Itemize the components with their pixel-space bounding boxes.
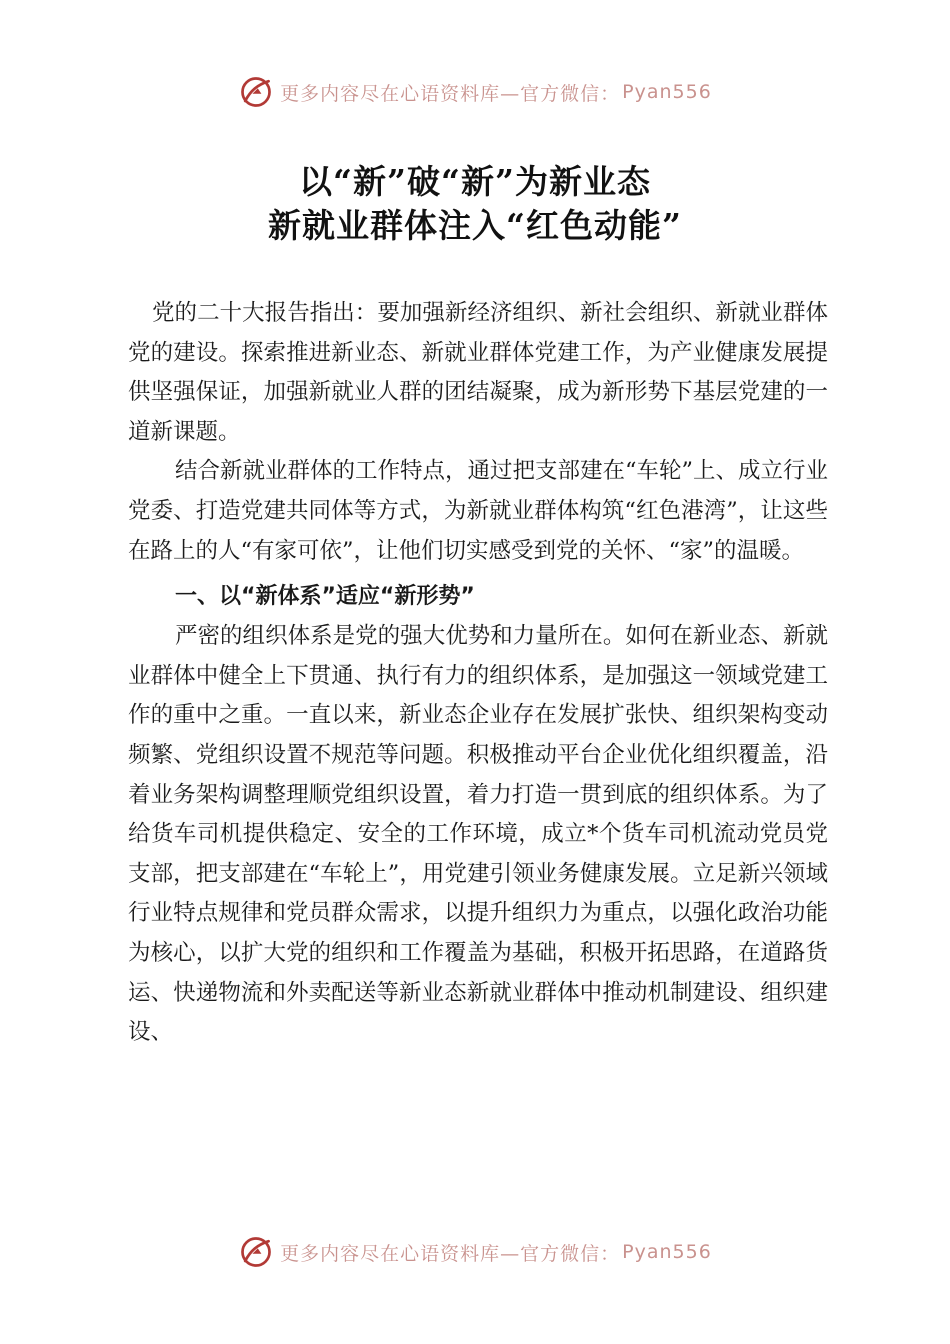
document-title-line2: 新就业群体注入“红色动能”: [268, 206, 682, 245]
header-watermark: [0, 70, 950, 114]
watermark-text: 更多内容尽在心语资料库—官方微信：: [280, 1242, 621, 1265]
footer-watermark: [0, 1230, 950, 1274]
library-logo-icon: [238, 1234, 274, 1270]
watermark-wechat-id: Pyan556: [622, 81, 712, 103]
document-body: [128, 294, 828, 1053]
library-logo-icon: [238, 74, 274, 110]
paragraph-section-1: 严密的组织体系是党的强大优势和力量所在。如何在新业态、新就业群体中健全上下贯通、执行有力的组织体系，是加强这一领域党建工作的重中之重。一直以来，新业态企业存在发展扩张快、组织架构变动频繁、党组织设置不规范等问题。积极推动平台企业优化组织覆盖，沿着业务架构调整理顺党组织设置，着力打造一贯到底的组织体系。为了给货车司机提供稳定、安全的工作环境，成立*个货车司机流动党员党支部，把支部建在“车轮上”，用党建引领业务健康发展。立足新兴领域行业特点规律和党员群众需求，以提升组织力为重点，以强化政治功能为核心，以扩大党的组织和工作覆盖为基础，积极开拓思路，在道路货运、快递物流和外卖配送等新业态新就业群体中推动机制建设、组织建设、: [128, 623, 828, 1046]
watermark-text: 更多内容尽在心语资料库—官方微信：: [280, 82, 621, 105]
paragraph-summary: 结合新就业群体的工作特点，通过把支部建在“车轮”上、成立行业党委、打造党建共同体等方式，为新就业群体构筑“红色港湾”，让这些在路上的人“有家可依”，让他们切实感受到党的关怀、“家”的温暖。: [128, 458, 829, 564]
section-heading-1: 一、以“新体系”适应“新形势”: [175, 584, 475, 610]
document-title-line1: 以“新”破“新”为新业态: [299, 162, 651, 201]
watermark-wechat-id: Pyan556: [622, 1241, 712, 1263]
paragraph-intro: 党的二十大报告指出：要加强新经济组织、新社会组织、新就业群体党的建设。探索推进新业态、新就业群体党建工作，为产业健康发展提供坚强保证，加强新就业人群的团结凝聚，成为新形势下基层党建的一道新课题。: [128, 300, 828, 445]
